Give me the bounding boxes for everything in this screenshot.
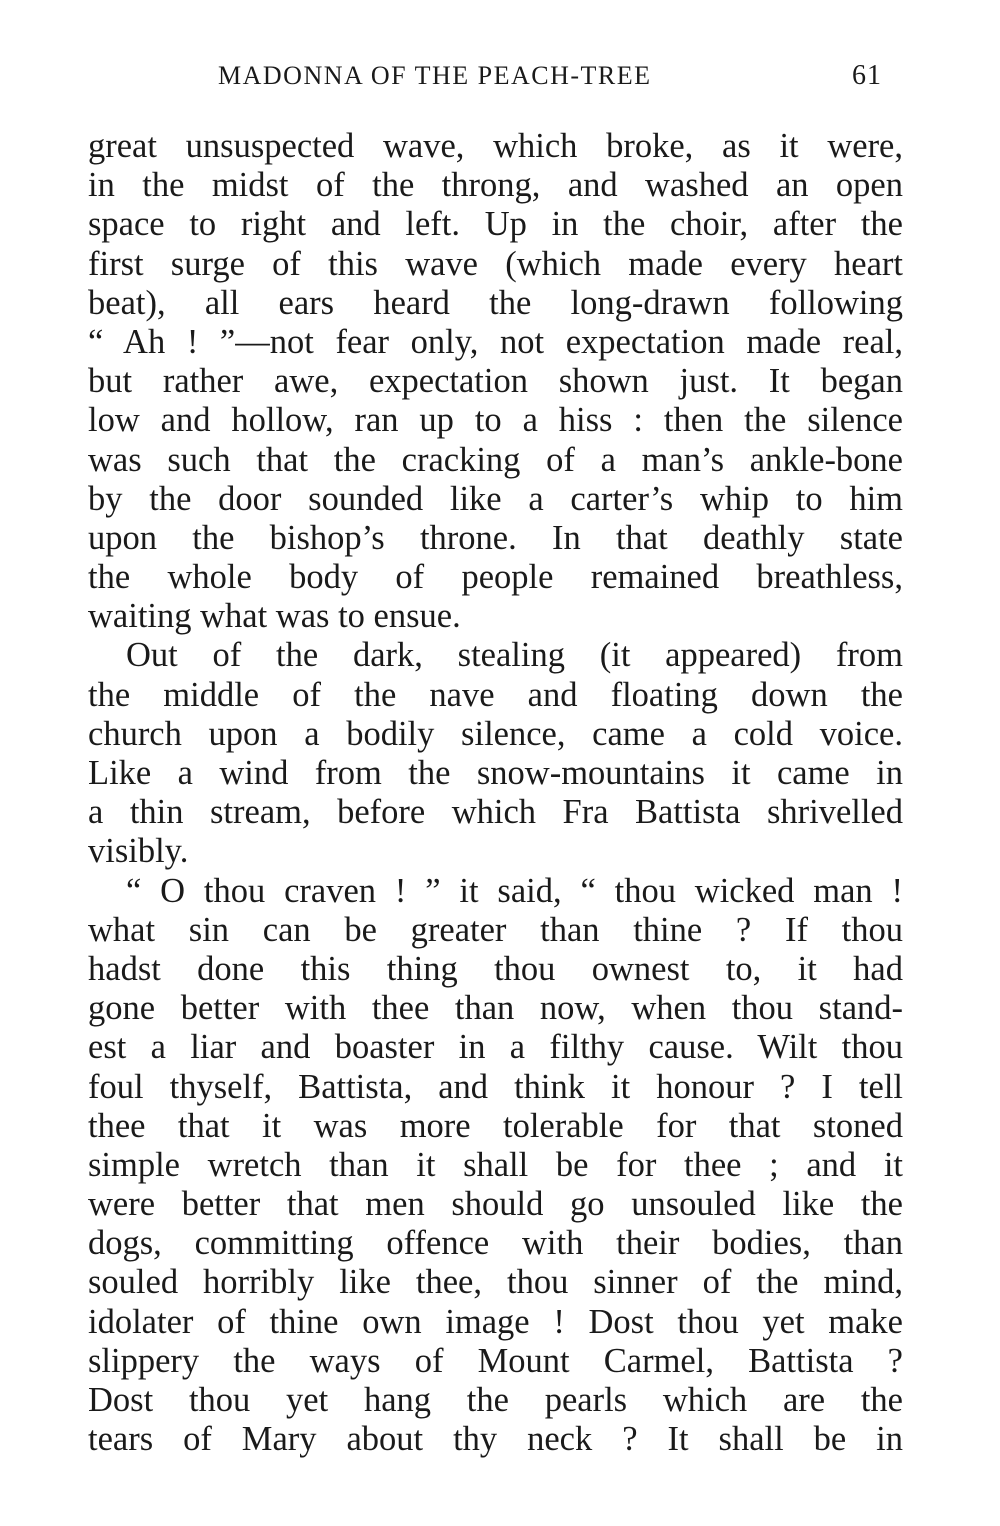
text-line: low and hollow, ran up to a hiss : then the silence bbox=[88, 401, 903, 440]
text-line: waiting what was to ensue. bbox=[88, 597, 461, 636]
text-line: idolater of thine own image ! Dost thou yet make bbox=[88, 1302, 903, 1341]
text-line: Out of the dark, stealing (it appeared) from bbox=[126, 636, 903, 675]
text-line: were better that men should go unsouled like the bbox=[88, 1185, 903, 1224]
text-line: beat), all ears heard the long-drawn following bbox=[88, 283, 903, 322]
text-line: was such that the cracking of a man’s ankle-bone bbox=[88, 440, 903, 479]
text-line: dogs, committing offence with their bodies, than bbox=[88, 1224, 903, 1263]
page-number: 61 bbox=[852, 60, 882, 91]
text-line: great unsuspected wave, which broke, as it were, bbox=[88, 127, 903, 165]
text-line: est a liar and boaster in a filthy cause. Wilt thou bbox=[88, 1028, 903, 1067]
text-line: visibly. bbox=[88, 832, 189, 871]
text-line: Dost thou yet hang the pearls which are the bbox=[88, 1381, 903, 1419]
text-line: in the midst of the throng, and washed an open bbox=[88, 166, 903, 205]
text-line: slippery the ways of Mount Carmel, Battista ? bbox=[88, 1341, 903, 1380]
text-line: thee that it was more tolerable for that stoned bbox=[88, 1106, 903, 1145]
text-line: gone better with thee than now, when thou stand- bbox=[88, 989, 903, 1028]
text-line: a thin stream, before which Fra Battista shrivelled bbox=[88, 793, 903, 832]
text-line: first surge of this wave (which made every heart bbox=[88, 244, 903, 283]
text-line: what sin can be greater than thine ? If thou bbox=[88, 910, 903, 949]
body-text bbox=[88, 127, 903, 1459]
text-line: tears of Mary about thy neck ? It shall be in bbox=[88, 1420, 903, 1459]
text-line: “ Ah ! ”—not fear only, not expectation made real, bbox=[88, 322, 903, 361]
text-line: hadst done this thing thou ownest to, it had bbox=[88, 949, 903, 988]
text-line: the whole body of people remained breathless, bbox=[88, 558, 903, 597]
text-line: “ O thou craven ! ” it said, “ thou wicked man ! bbox=[126, 871, 903, 910]
text-line: the middle of the nave and floating down the bbox=[88, 675, 903, 714]
text-line: church upon a bodily silence, came a cold voice. bbox=[88, 714, 903, 753]
text-line: by the door sounded like a carter’s whip to him bbox=[88, 479, 903, 518]
text-line: space to right and left. Up in the choir, after the bbox=[88, 205, 903, 244]
text-line: foul thyself, Battista, and think it honour ? I tell bbox=[88, 1067, 903, 1106]
text-line: souled horribly like thee, thou sinner of the mind, bbox=[88, 1263, 903, 1302]
text-line: but rather awe, expectation shown just. It began bbox=[88, 362, 903, 401]
text-line: Like a wind from the snow-mountains it came in bbox=[88, 754, 903, 792]
text-line: upon the bishop’s throne. In that deathly state bbox=[88, 518, 903, 557]
text-line: simple wretch than it shall be for thee ; and it bbox=[88, 1145, 903, 1184]
running-title: MADONNA OF THE PEACH-TREE bbox=[218, 61, 652, 90]
